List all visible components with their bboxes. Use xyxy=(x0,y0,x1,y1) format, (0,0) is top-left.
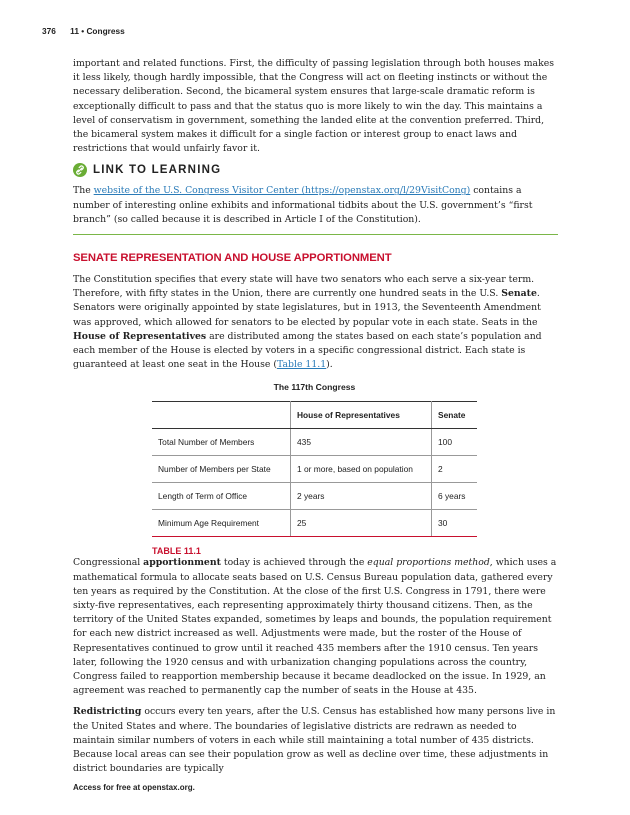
visitor-center-link[interactable]: website of the U.S. Congress Visitor Center (https://openstax.org/l/29VisitCong) xyxy=(93,185,471,197)
table-cell: 1 or more, based on population xyxy=(291,456,432,483)
table-cell: 100 xyxy=(432,429,478,456)
term-equal-proportions: equal proportions method xyxy=(367,557,490,569)
link-to-learning-text xyxy=(73,184,558,227)
table-label: TABLE 11.1 xyxy=(152,546,201,557)
page-number: 376 xyxy=(42,26,56,36)
table-header-cell: House of Representatives xyxy=(291,402,432,429)
table-title: The 117th Congress xyxy=(273,382,356,393)
table-cell: Total Number of Members xyxy=(152,429,291,456)
table-header-cell xyxy=(152,402,291,429)
chapter-title: 11 • Congress xyxy=(70,26,125,36)
congress-table-figure xyxy=(152,382,477,556)
table-cell: 6 years xyxy=(432,483,478,510)
running-header xyxy=(42,26,125,36)
term-apportionment: apportionment xyxy=(143,557,221,569)
table-header-row xyxy=(152,402,477,429)
table-reference-link[interactable]: Table 11.1 xyxy=(277,359,327,371)
ltl-text-post: contains a number of interesting online exhibits and informational tidbits about the U.S. government’s “first branch” (so called because it is described in Article I of the Constitution). xyxy=(73,185,533,225)
link-to-learning-title: LINK TO LEARNING xyxy=(93,164,222,177)
term-house: House of Representatives xyxy=(73,330,207,342)
p1-text-a: The Constitution specifies that every state will have two senators who each serve a six-year term. Therefore, with fifty states in the Union, there are currently one hundred seats in the U.S. xyxy=(73,274,535,300)
congress-table xyxy=(152,401,477,537)
table-row xyxy=(152,510,477,537)
table-cell: 435 xyxy=(291,429,432,456)
apportionment-paragraph xyxy=(73,556,558,698)
redistricting-paragraph xyxy=(73,705,558,776)
link-to-learning-header xyxy=(73,163,558,177)
ltl-text-pre: The xyxy=(73,185,94,197)
p1-text-c: are distributed among the states based on each state’s population and each member of the House is elected by voters in a specific congressional district. Each state is guaranteed at least one seat in the House ( xyxy=(73,330,542,371)
table-cell: Length of Term of Office xyxy=(152,483,291,510)
section-heading: SENATE REPRESENTATION AND HOUSE APPORTIONMENT xyxy=(73,252,392,265)
table-row xyxy=(152,483,477,510)
table-cell: Number of Members per State xyxy=(152,456,291,483)
page-content xyxy=(73,57,558,784)
p1-text-d: ). xyxy=(326,359,333,371)
senate-paragraph xyxy=(73,273,558,372)
table-row xyxy=(152,456,477,483)
link-to-learning-divider xyxy=(73,234,558,235)
intro-paragraph: important and related functions. First, the difficulty of passing legislation through both houses makes it less likely, though hardly impossible, that the Congress will act on fleeting instincts or without the necessary deliberation. Second, the bicameral system ensures that large-scale dramatic reform is exceptionally difficult to pass and that the status quo is more likely to win the day. This maintains a level of conservatism in government, something the landed elite at the convention preferred. Third, the bicameral system makes it difficult for a single faction or interest group to enact laws and restrictions that would unfairly favor it. xyxy=(73,58,555,155)
p2-text-c: , which uses a mathematical formula to allocate seats based on U.S. Census Bureau population data, gathered every ten years as required by the Constitution. At the close of the first U.S. Congress in 1791, there were sixty-five representatives, each representing approximately thirty thousand citizens. Then, as the territory of the United States expanded, sometimes by leaps and bounds, the population requirement for each new district increased as well. Adjustments were made, but the roster of the House of Representatives continued to grow until it reached 435 members after the 1910 census. Ten years later, following the 1920 census and with urbanization changing populations across the country, Congress failed to reapportion membership because it became deadlocked on the issue. In 1929, an agreement was reached to permanently cap the number of seats in the House at 435. xyxy=(73,557,557,697)
page-footer: Access for free at openstax.org. xyxy=(73,783,195,792)
p3-text-a: occurs every ten years, after the U.S. Census has established how many persons live in the United States and where. The boundaries of legislative districts are redrawn as needed to maintain similar numbers of voters in each while still maintaining a total number of 435 districts. Because local areas can see their population grow as well as decline over time, these adjustments in district boundaries are typically xyxy=(73,706,556,775)
table-header-cell: Senate xyxy=(432,402,478,429)
p2-text-b: today is achieved through the xyxy=(220,557,368,569)
term-senate: Senate xyxy=(501,288,537,300)
p1-text-b: . Senators were originally appointed by state legislatures, but in 1913, the Seventeenth Amendment was approved, which allowed for senators to be elected by popular vote in each state. Seats in the xyxy=(73,288,541,328)
table-row xyxy=(152,429,477,456)
table-cell: 2 years xyxy=(291,483,432,510)
table-cell: Minimum Age Requirement xyxy=(152,510,291,537)
term-redistricting: Redistricting xyxy=(73,706,142,718)
p2-text-a: Congressional xyxy=(73,557,144,569)
link-icon xyxy=(73,163,87,177)
table-cell: 25 xyxy=(291,510,432,537)
table-cell: 2 xyxy=(432,456,478,483)
table-cell: 30 xyxy=(432,510,478,537)
